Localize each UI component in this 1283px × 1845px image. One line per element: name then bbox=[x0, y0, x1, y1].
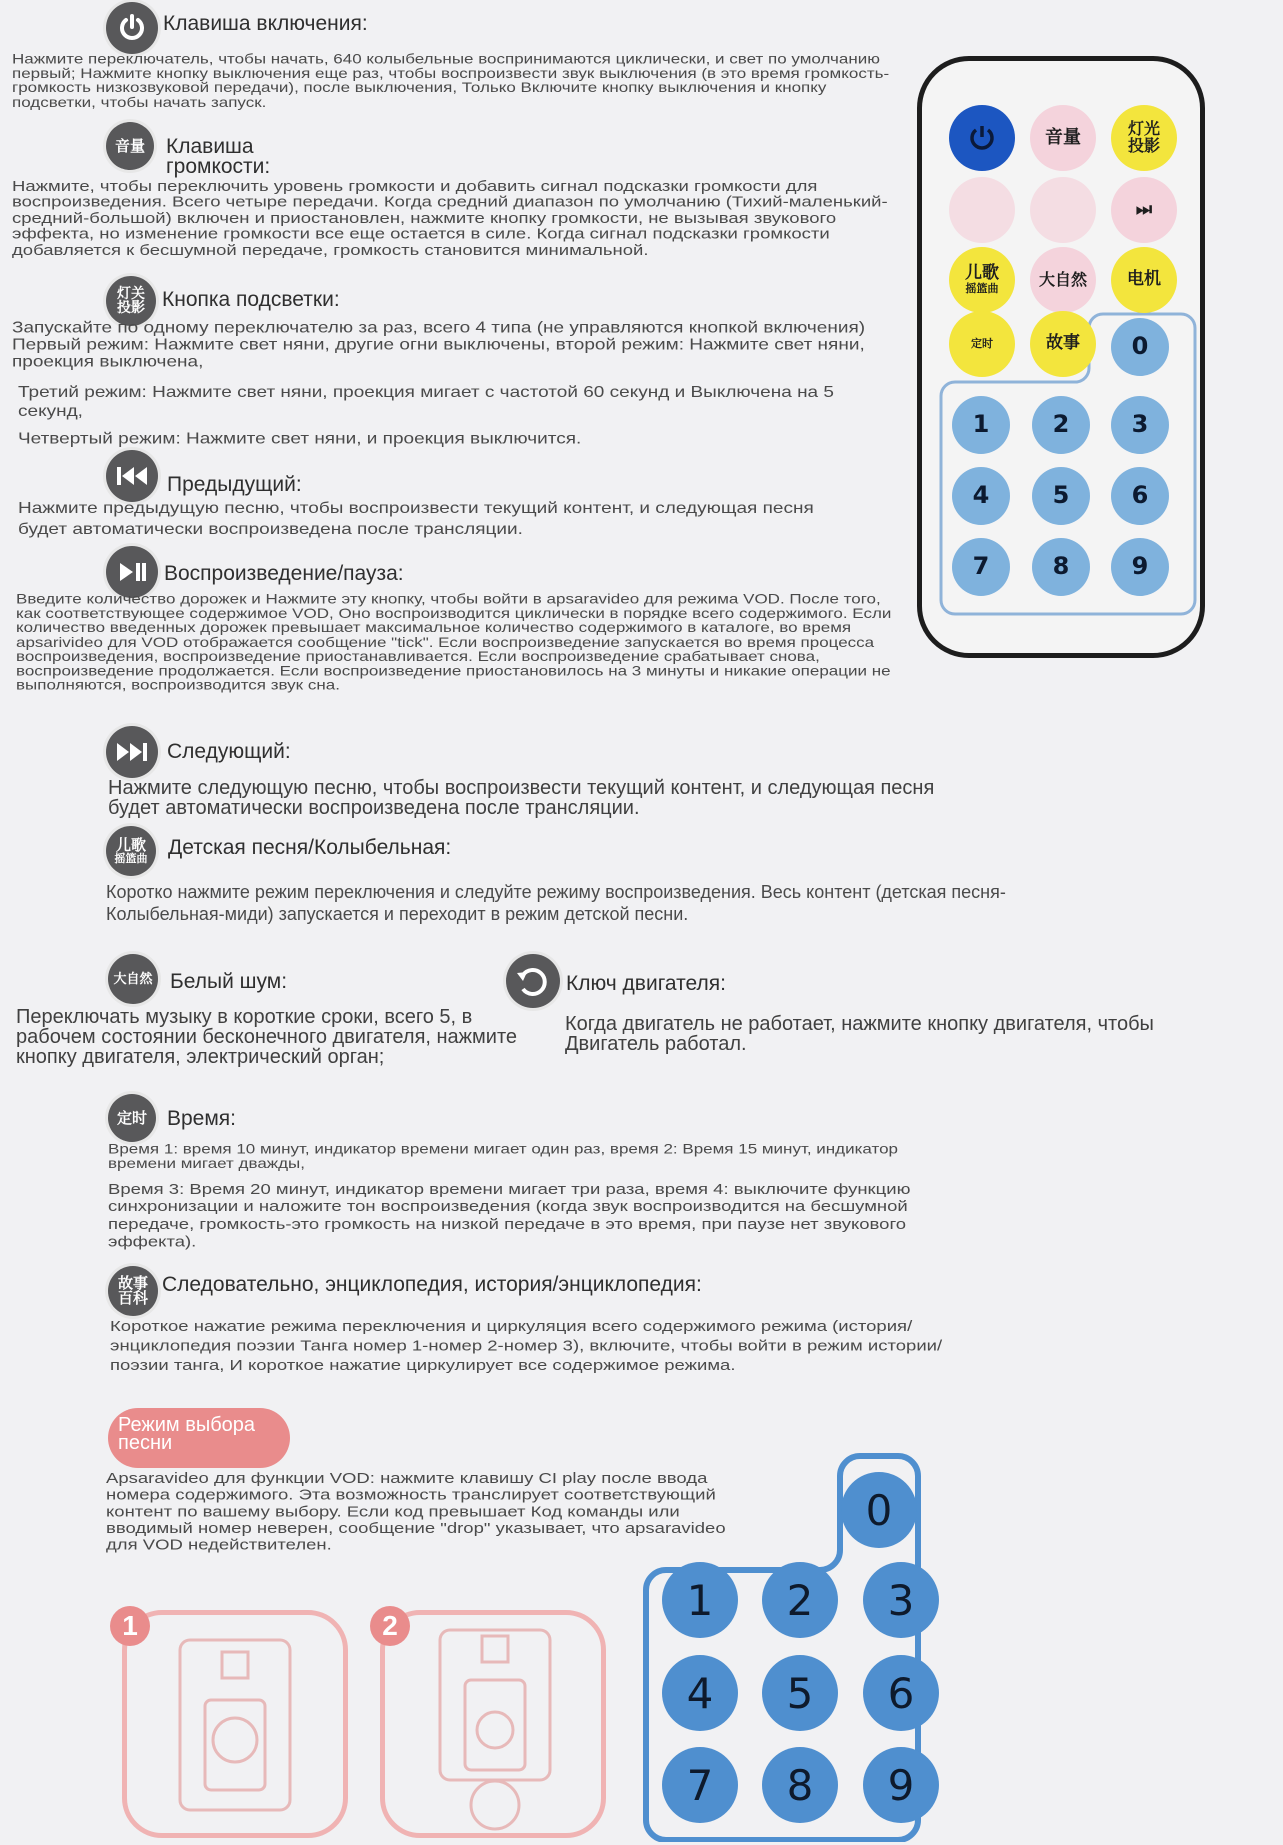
kids-title: Детская песня/Колыбельная: bbox=[168, 836, 452, 859]
keypad-5-button[interactable]: 5 bbox=[762, 1655, 838, 1731]
song-select-mode-label: Режим выбора песни bbox=[108, 1408, 290, 1468]
timer-text-1: Время 1: время 10 минут, индикатор времени мигает один раз, время 2: Время 15 минут, индикатор времени мигает дважды, bbox=[108, 1141, 898, 1172]
remote-story-button[interactable]: 故事 bbox=[1030, 311, 1096, 377]
white-noise-text: Переключать музыку в короткие сроки, всего 5, в рабочем состоянии бесконечного двигателя, нажмите кнопку двигателя, электрический орган; bbox=[16, 1006, 518, 1068]
remote-timer-button[interactable]: 定时 bbox=[949, 311, 1015, 377]
timer-text-2: Время 3: Время 20 минут, индикатор времени мигает три раза, время 4: выключите функцию синхронизации и наложите тон воспроизведения (когда звук воспроизводится на бесшумной передаче, громкость-это громкость на низкой передаче в это время, при паузе нет звукового эффекта). bbox=[108, 1180, 911, 1250]
previous-icon bbox=[106, 450, 158, 502]
kids-icon-text-1: 儿歌 bbox=[115, 836, 146, 854]
light-title: Кнопка подсветки: bbox=[162, 288, 340, 311]
volume-title-line2: громкости: bbox=[166, 155, 271, 178]
remote-light-label-2: 投影 bbox=[1127, 136, 1160, 155]
power-title: Клавиша включения: bbox=[163, 12, 368, 35]
remote-prev-button[interactable] bbox=[949, 177, 1015, 243]
volume-title-line1: Клавиша bbox=[166, 135, 254, 158]
remote-4-button[interactable]: 4 bbox=[952, 467, 1010, 525]
remote-power-button[interactable] bbox=[949, 105, 1015, 171]
remote-next-button[interactable]: ⏭ bbox=[1111, 177, 1177, 243]
nature-icon: 大自然 bbox=[108, 954, 158, 1004]
light-text-3: Четвертый режим: Нажмите свет няни, и проекция выключится. bbox=[18, 430, 582, 448]
remote-kids-label-2: 摇篮曲 bbox=[965, 282, 999, 296]
light-text-2: Третий режим: Нажмите свет няни, проекция мигает с частотой 60 секунд и Выключена на 5 секунд, bbox=[18, 384, 834, 420]
story-title: Следовательно, энциклопедия, история/энциклопедия: bbox=[162, 1273, 702, 1296]
remote-kids-song-button[interactable] bbox=[949, 247, 1015, 313]
remote-5-button[interactable]: 5 bbox=[1032, 467, 1090, 525]
step-1-badge: 1 bbox=[110, 1606, 150, 1646]
timer-title: Время: bbox=[167, 1107, 237, 1130]
remote-volume-button[interactable]: 音量 bbox=[1030, 105, 1096, 171]
numeric-keypad bbox=[640, 1452, 960, 1842]
keypad-4-button[interactable]: 4 bbox=[662, 1655, 738, 1731]
previous-text: Нажмите предыдущую песню, чтобы воспроизвести текущий контент, и следующая песня будет автоматически воспроизведена после трансляции. bbox=[18, 499, 814, 538]
story-icon-text-2: 百科 bbox=[117, 1289, 148, 1307]
remote-9-button[interactable]: 9 bbox=[1111, 538, 1169, 596]
kids-text: Коротко нажмите режим переключения и следуйте режиму воспроизведения. Весь контент (детская песня-Колыбельная-миди) запускается и переходит в режим детской песни. bbox=[106, 882, 1006, 924]
power-text: Нажмите переключатель, чтобы начать, 640 колыбельные воспринимаются циклически, и свет по умолчанию первый; Нажмите кнопку выключения еще раз, чтобы воспроизвести звук выключения (в это время громкость-громкость низкозвуковой передачи), после выключения, Только Включите кнопку выключения и кнопку подсветки, чтобы начать запуск. bbox=[12, 51, 890, 110]
remote-6-button[interactable]: 6 bbox=[1111, 467, 1169, 525]
remote-2-button[interactable]: 2 bbox=[1032, 396, 1090, 454]
timer-icon: 定时 bbox=[108, 1094, 156, 1142]
motor-text: Когда двигатель не работает, нажмите кнопку двигателя, чтобы Двигатель работал. bbox=[565, 1013, 1154, 1055]
next-icon bbox=[106, 726, 158, 778]
white-noise-title: Белый шум: bbox=[170, 970, 288, 993]
motor-icon bbox=[506, 954, 560, 1008]
kids-song-icon bbox=[106, 826, 156, 876]
story-text: Короткое нажатие режима переключения и циркуляция всего содержимого режима (история/энциклопедия поэзии Танга номер 1-номер 2-номер 3), включите, чтобы войти в режим истории/поэзии танга, И короткое нажатие циркулирует все содержимое режима. bbox=[110, 1316, 943, 1374]
light-icon-text-2: 投影 bbox=[117, 300, 145, 316]
previous-title: Предыдущий: bbox=[167, 473, 302, 496]
power-icon bbox=[106, 2, 158, 54]
keypad-7-button[interactable]: 7 bbox=[662, 1747, 738, 1823]
remote-nature-button[interactable]: 大自然 bbox=[1030, 247, 1096, 313]
remote-0-button[interactable]: 0 bbox=[1111, 318, 1169, 376]
motor-title: Ключ двигателя: bbox=[566, 972, 726, 995]
keypad-9-button[interactable]: 9 bbox=[863, 1747, 939, 1823]
light-icon-text-1: 灯关 bbox=[117, 286, 145, 302]
play-pause-text: Введите количество дорожек и Нажмите эту кнопку, чтобы войти в apsaravideo для режима VOD. После того, как соответствующее содержимое VOD, Оно воспроизводится циклически в порядке всего содержимого. Если количество введенных дорожек превышает максимальное количество содержимого в каталоге, во время apsarivideo для VOD отображается сообщение "tick". Если воспроизведение запускается во время процесса воспроизведения, воспроизведение приостанавливается. Если воспроизведение срабатывает снова, воспроизведение продолжается. Если воспроизведение приостановилось на 3 минуты и никакие операции не выполняются, воспроизводится звук сна. bbox=[16, 591, 892, 693]
keypad-2-button[interactable]: 2 bbox=[762, 1562, 838, 1638]
volume-icon: 音量 bbox=[106, 122, 154, 170]
remote-3-button[interactable]: 3 bbox=[1111, 396, 1169, 454]
remote-8-button[interactable]: 8 bbox=[1032, 538, 1090, 596]
keypad-3-button[interactable]: 3 bbox=[863, 1562, 939, 1638]
volume-text: Нажмите, чтобы переключить уровень громкости и добавить сигнал подсказки громкости для воспроизведения. Всего четыре передачи. Когда средний диапазон по умолчанию (Тихий-маленький-средний-большой) включен и приостановлен, нажмите кнопку громкости, не вызывая звукового эффекта, но изменение громкости все еще остается в силе. Когда сигнал подсказки громкости добавляется к бесшумной передаче, громкость становится минимальной. bbox=[12, 177, 888, 259]
story-icon-text-1: 故事 bbox=[117, 1274, 148, 1292]
remote-kids-label-1: 儿歌 bbox=[965, 263, 999, 284]
keypad-1-button[interactable]: 1 bbox=[662, 1562, 738, 1638]
light-text-1: Запускайте по одному переключателю за раз, всего 4 типа (не управляются кнопкой включения) Первый режим: Нажмите свет няни, другие огни выключены, второй режим: Нажмите свет няни, проекция выключена, bbox=[12, 319, 866, 371]
story-encyclopedia-icon bbox=[108, 1266, 158, 1316]
remote-1-button[interactable]: 1 bbox=[952, 396, 1010, 454]
keypad-8-button[interactable]: 8 bbox=[762, 1747, 838, 1823]
step-2-badge: 2 bbox=[370, 1606, 410, 1646]
remote-play-button[interactable] bbox=[1030, 177, 1096, 243]
next-text: Нажмите следующую песню, чтобы воспроизвести текущий контент, и следующая песня будет автоматически воспроизведена после трансляции. bbox=[108, 777, 935, 819]
remote-7-button[interactable]: 7 bbox=[952, 538, 1010, 596]
keypad-0-button[interactable]: 0 bbox=[841, 1472, 917, 1548]
device-drawing-2 bbox=[420, 1620, 570, 1835]
song-select-text: Apsaravideo для функции VOD: нажмите клавишу CI play после ввода номера содержимого. Эта возможность транслирует соответствующий контент по вашему выбору. Если код превышает Код команды или вводимый номер неверен, сообщение "drop" указывает, что apsaravideo для VOD недействителен. bbox=[106, 1469, 726, 1554]
play-pause-title: Воспроизведение/пауза: bbox=[164, 562, 404, 585]
kids-icon-text-2: 摇篮曲 bbox=[114, 852, 148, 865]
remote-light-button[interactable] bbox=[1111, 105, 1177, 171]
device-drawing-1 bbox=[160, 1630, 310, 1830]
next-title: Следующий: bbox=[167, 740, 291, 763]
remote-light-label-1: 灯光 bbox=[1127, 119, 1160, 139]
keypad-6-button[interactable]: 6 bbox=[863, 1655, 939, 1731]
remote-motor-button[interactable]: 电机 bbox=[1111, 247, 1177, 313]
remote-control bbox=[917, 56, 1205, 658]
